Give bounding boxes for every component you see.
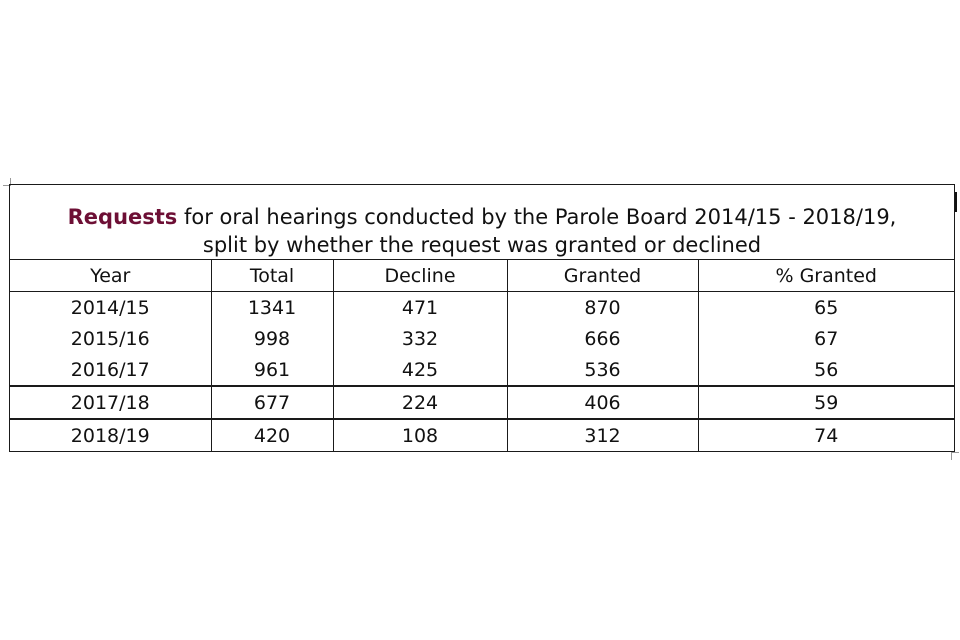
header-row bbox=[10, 260, 954, 292]
cell-decline: 108 bbox=[333, 419, 507, 451]
cell-year: 2016/17 bbox=[70, 358, 150, 381]
table-row bbox=[10, 354, 954, 386]
title-line2: split by whether the request was granted or declined bbox=[202, 233, 762, 257]
table-row bbox=[10, 323, 954, 354]
cell-year: 2015/16 bbox=[70, 327, 150, 350]
col-header-granted: Granted bbox=[507, 260, 698, 292]
cell-year: 2014/15 bbox=[70, 296, 150, 319]
cell-granted: 406 bbox=[507, 386, 698, 419]
col-header-total: Total bbox=[211, 260, 333, 292]
cell-percent-granted: 59 bbox=[698, 386, 954, 419]
cell-total: 420 bbox=[211, 419, 333, 451]
cell-percent-granted: 67 bbox=[698, 323, 954, 354]
cell-total: 677 bbox=[211, 386, 333, 419]
cell-decline: 332 bbox=[333, 323, 507, 354]
cell-decline: 471 bbox=[333, 292, 507, 324]
table-row bbox=[10, 292, 954, 324]
cell-decline: 425 bbox=[333, 354, 507, 386]
cell-granted: 870 bbox=[507, 292, 698, 324]
cell-year: 2018/19 bbox=[10, 419, 211, 451]
table-row bbox=[10, 386, 954, 419]
table-row bbox=[10, 419, 954, 451]
corner-mark-bottom-right bbox=[951, 452, 959, 460]
cell-total: 1341 bbox=[211, 292, 333, 324]
cell-decline: 224 bbox=[333, 386, 507, 419]
cell-total: 998 bbox=[211, 323, 333, 354]
col-header-percent-granted: % Granted bbox=[698, 260, 954, 292]
text-cursor bbox=[955, 192, 957, 212]
cell-year: 2017/18 bbox=[10, 386, 211, 419]
title-line1: for oral hearings conducted by the Parole Board 2014/15 - 2018/19, bbox=[177, 205, 897, 229]
cell-granted: 312 bbox=[507, 419, 698, 451]
table-title bbox=[10, 185, 954, 260]
title-highlight: Requests bbox=[67, 205, 178, 229]
cell-granted: 666 bbox=[507, 323, 698, 354]
col-header-year: Year bbox=[10, 260, 211, 292]
cell-percent-granted: 65 bbox=[698, 292, 954, 324]
cell-percent-granted: 56 bbox=[698, 354, 954, 386]
cell-granted: 536 bbox=[507, 354, 698, 386]
requests-table bbox=[10, 260, 954, 451]
col-header-decline: Decline bbox=[333, 260, 507, 292]
cell-total: 961 bbox=[211, 354, 333, 386]
data-table bbox=[9, 184, 955, 452]
cell-percent-granted: 74 bbox=[698, 419, 954, 451]
